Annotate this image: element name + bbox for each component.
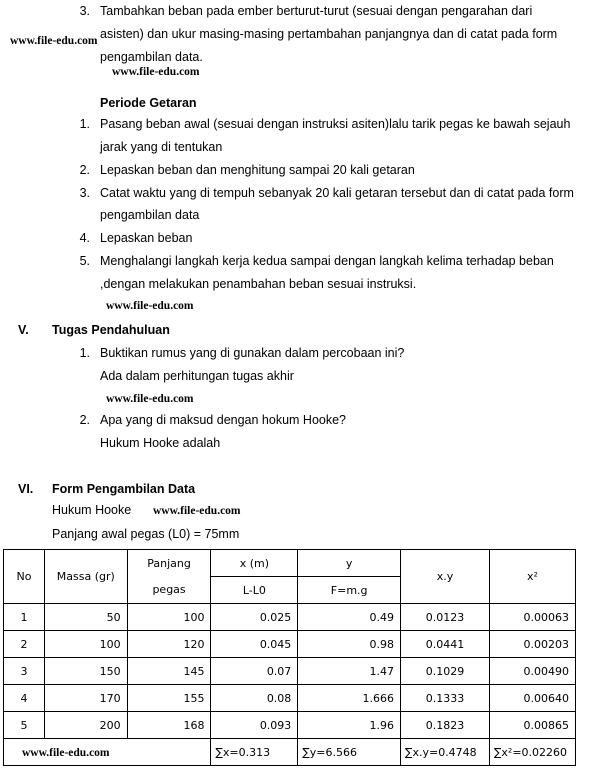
cell-x: 0.093 <box>211 712 298 739</box>
section-numeral: V. <box>18 323 29 337</box>
sum-x: ∑x=0.313 <box>211 739 298 766</box>
cell-massa: 100 <box>44 631 127 658</box>
section-numeral: VI. <box>18 482 34 496</box>
section-heading: Form Pengambilan Data <box>52 482 196 496</box>
cell-x2: 0.00203 <box>489 631 575 658</box>
header-panjang: Panjang <box>127 550 211 577</box>
cell-no: 4 <box>4 685 45 712</box>
watermark: www.file-edu.com <box>112 66 200 78</box>
cell-xy: 0.0441 <box>401 631 490 658</box>
cell-x: 0.045 <box>211 631 298 658</box>
step-text: Pasang beban awal (sesuai dengan instruksi asiten)lalu tarik pegas ke bawah sejauh <box>100 117 571 131</box>
cell-panjang: 145 <box>127 658 211 685</box>
cell-y: 0.98 <box>298 631 401 658</box>
answer-text: Ada dalam perhitungan tugas akhir <box>100 369 294 383</box>
cell-no: 2 <box>4 631 45 658</box>
step-text: Tambahkan beban pada ember berturut-turut (sesuai dengan pengarahan dari <box>100 4 533 18</box>
watermark: www.file-edu.com <box>153 505 241 517</box>
watermark: www.file-edu.com <box>106 300 194 312</box>
sum-y: ∑y=6.566 <box>298 739 401 766</box>
header-f-mg: F=m.g <box>298 577 401 604</box>
table-header-row <box>4 550 576 577</box>
table-subheading: Hukum Hooke <box>52 503 132 517</box>
header-no: No <box>4 550 45 604</box>
data-table <box>3 549 576 766</box>
cell-x2: 0.00640 <box>489 685 575 712</box>
cell-xy: 0.0123 <box>401 604 490 631</box>
step-text: asisten) dan ukur masing-masing pertambahan panjangnya dan di catat pada form <box>100 27 558 41</box>
cell-xy: 0.1823 <box>401 712 490 739</box>
totals-row <box>4 739 576 766</box>
cell-x: 0.025 <box>211 604 298 631</box>
section-heading: Tugas Pendahuluan <box>52 323 170 337</box>
header-pegas: pegas <box>127 577 211 604</box>
step-text: Menghalangi langkah kerja kedua sampai dengan langkah kelima terhadap beban <box>100 254 554 268</box>
step-text: pengambilan data <box>100 208 200 222</box>
cell-xy: 0.1333 <box>401 685 490 712</box>
cell-y: 1.96 <box>298 712 401 739</box>
cell-no: 3 <box>4 658 45 685</box>
table-row <box>4 685 576 712</box>
section-subheading: Periode Getaran <box>100 96 197 110</box>
step-text: Catat waktu yang di tempuh sebanyak 20 kali getaran tersebut dan di catat pada form <box>100 186 574 200</box>
answer-text: Hukum Hooke adalah <box>100 436 221 450</box>
step-text: Lepaskan beban <box>100 231 193 245</box>
cell-y: 1.666 <box>298 685 401 712</box>
step-number: 3. <box>79 186 90 200</box>
totals-label-cell <box>4 739 211 766</box>
header-massa: Massa (gr) <box>44 550 127 604</box>
cell-x: 0.07 <box>211 658 298 685</box>
cell-no: 1 <box>4 604 45 631</box>
cell-x2: 0.00865 <box>489 712 575 739</box>
sum-x2: ∑x²=0.02260 <box>489 739 575 766</box>
table-row <box>4 631 576 658</box>
table-row <box>4 712 576 739</box>
cell-massa: 170 <box>44 685 127 712</box>
initial-length: Panjang awal pegas (L0) = 75mm <box>52 527 240 541</box>
header-x: x (m) <box>211 550 298 577</box>
watermark: www.file-edu.com <box>106 393 194 405</box>
table-row <box>4 604 576 631</box>
step-number: 3. <box>79 4 90 18</box>
sum-xy: ∑x.y=0.4748 <box>401 739 490 766</box>
cell-y: 0.49 <box>298 604 401 631</box>
cell-massa: 200 <box>44 712 127 739</box>
cell-no: 5 <box>4 712 45 739</box>
header-x2: x² <box>489 550 575 604</box>
table-row <box>4 658 576 685</box>
cell-massa: 150 <box>44 658 127 685</box>
question-text: Apa yang di maksud dengan hokum Hooke? <box>100 413 346 427</box>
cell-x: 0.08 <box>211 685 298 712</box>
step-number: 4. <box>79 231 90 245</box>
header-y: y <box>298 550 401 577</box>
cell-panjang: 120 <box>127 631 211 658</box>
cell-xy: 0.1029 <box>401 658 490 685</box>
header-xy: x.y <box>401 550 490 604</box>
cell-x2: 0.00063 <box>489 604 575 631</box>
step-number: 2. <box>79 163 90 177</box>
cell-panjang: 168 <box>127 712 211 739</box>
watermark: www.file-edu.com <box>10 35 98 47</box>
cell-panjang: 155 <box>127 685 211 712</box>
cell-y: 1.47 <box>298 658 401 685</box>
header-l-l0: L-L0 <box>211 577 298 604</box>
step-text: ,dengan melakukan penambahan beban sesuai instruksi. <box>100 277 417 291</box>
step-number: 1. <box>79 117 90 131</box>
step-text: jarak yang di tentukan <box>100 140 223 154</box>
cell-x2: 0.00490 <box>489 658 575 685</box>
cell-massa: 50 <box>44 604 127 631</box>
question-number: 1. <box>79 346 90 360</box>
cell-panjang: 100 <box>127 604 211 631</box>
step-text: Lepaskan beban dan menghitung sampai 20 kali getaran <box>100 163 415 177</box>
question-number: 2. <box>79 413 90 427</box>
step-text: pengambilan data. <box>100 50 203 64</box>
watermark: www.file-edu.com <box>22 746 110 759</box>
question-text: Buktikan rumus yang di gunakan dalam percobaan ini? <box>100 346 405 360</box>
step-number: 5. <box>79 254 90 268</box>
